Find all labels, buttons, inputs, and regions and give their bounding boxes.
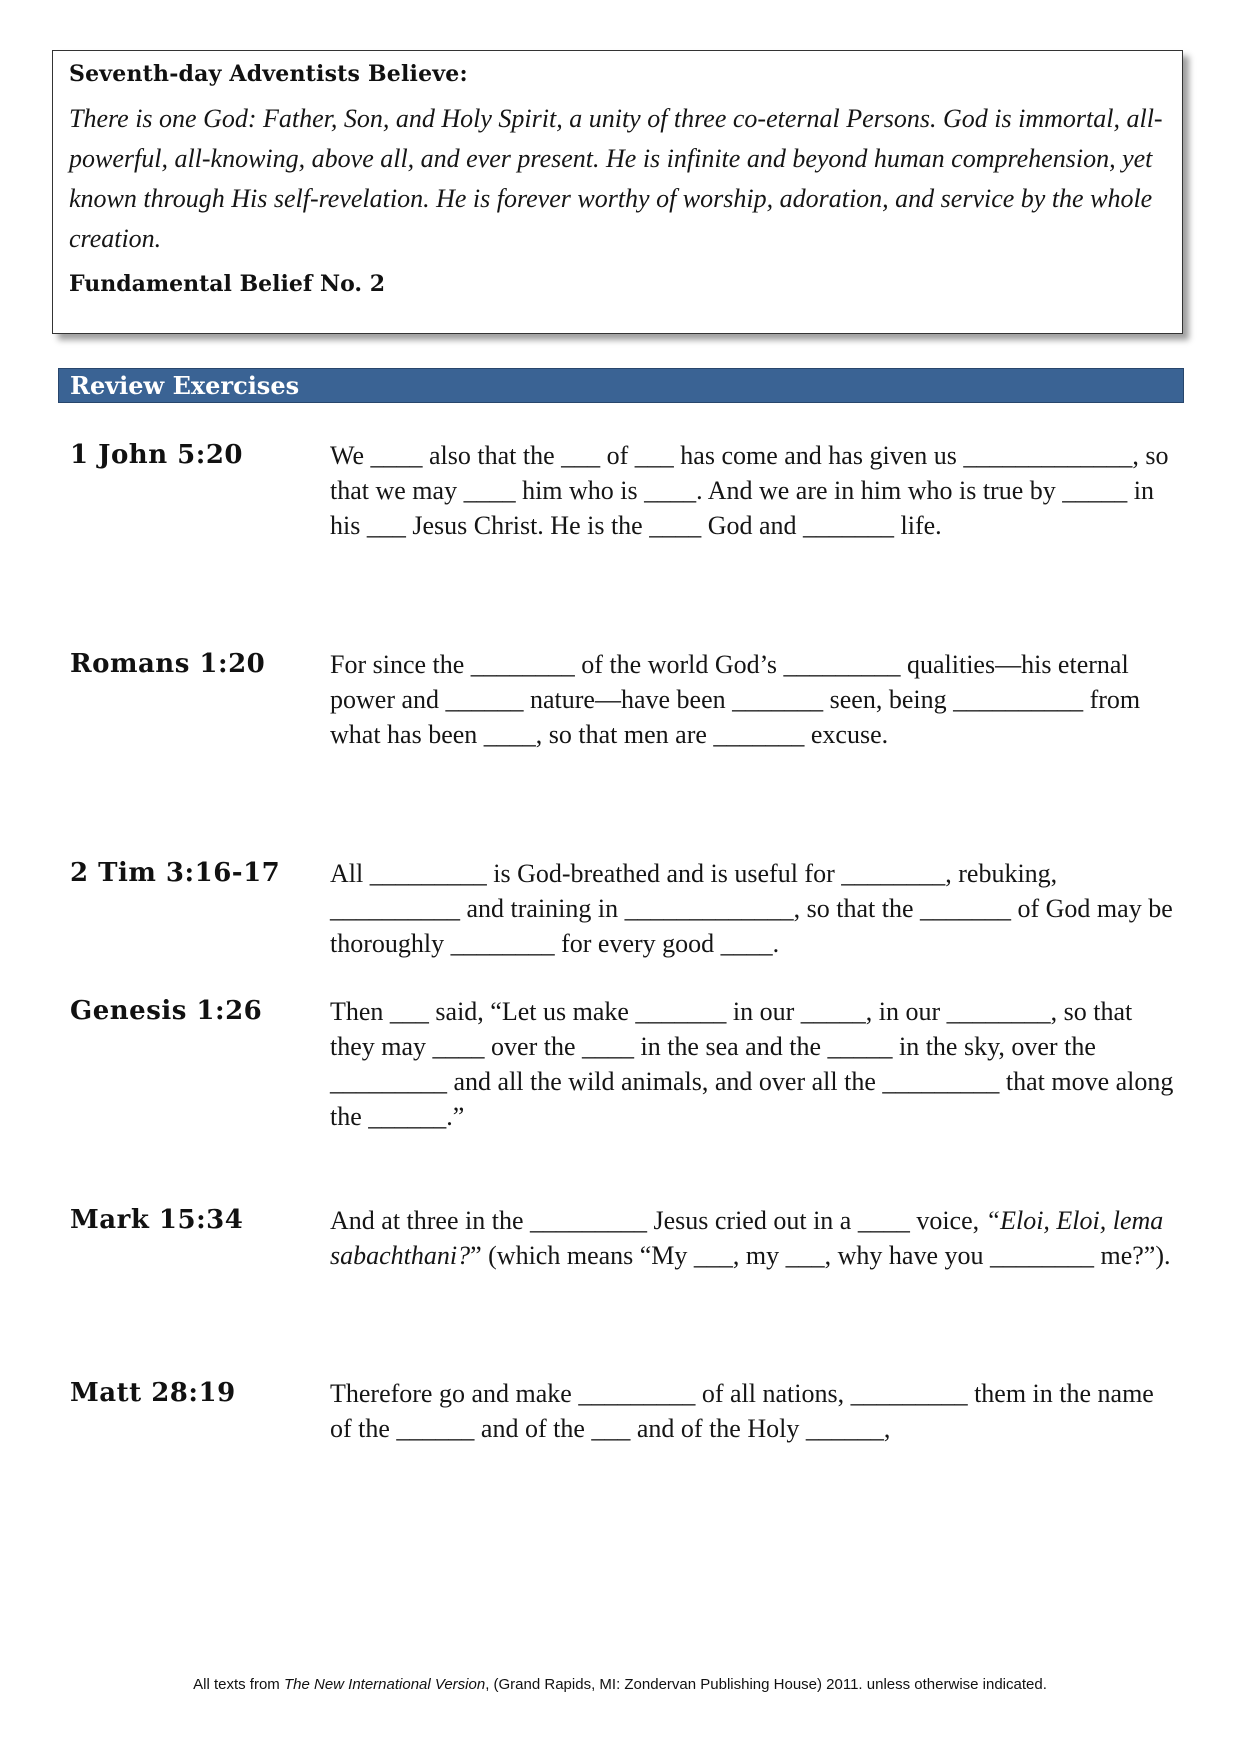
- aramaic-quote: “Eloi, Eloi, lema sabachthani?: [330, 1206, 1164, 1270]
- scripture-reference: Genesis 1:26: [70, 996, 263, 1026]
- footnote-source-title: The New International Version: [283, 1676, 486, 1693]
- scripture-reference: 2 Tim 3:16-17: [70, 858, 281, 888]
- passage-text-before: And at three in the _________ Jesus cried out in a ____ voice,: [330, 1206, 986, 1235]
- passage-text-after: ” (which means “My ___, my ___, why have you ________ me?”).: [470, 1241, 1171, 1270]
- scripture-reference: Matt 28:19: [70, 1378, 236, 1408]
- fill-in-passage: All _________ is God-breathed and is useful for ________, rebuking, __________ and training in _____________, so that the _______ of God may be thoroughly ________ for every good ____.: [330, 859, 1173, 958]
- belief-statement: There is one God: Father, Son, and Holy Spirit, a unity of three co-eternal Persons. God is immortal, all-powerful, all-knowing, above all, and ever present. He is infinite and beyond human comprehension, yet known through His self-revelation. He is forever worthy of worship, adoration, and service by the whole creation.: [69, 104, 1163, 253]
- fill-in-passage: We ____ also that the ___ of ___ has come and has given us _____________, so that we may ____ him who is ____. And we are in him who is true by _____ in his ___ Jesus Christ. He is the ____ God and _______ life.: [330, 441, 1169, 540]
- belief-heading: Seventh-day Adventists Believe:: [69, 61, 468, 87]
- fill-in-passage: Therefore go and make _________ of all nations, _________ them in the name of the ______ and of the ___ and of the Holy ______,: [330, 1379, 1154, 1443]
- source-footnote: [0, 1676, 1240, 1693]
- fill-in-passage: For since the ________ of the world God’s _________ qualities—his eternal power and ______ nature—have been _______ seen, being __________ from what has been ____, so that men are _______ excuse.: [330, 650, 1141, 749]
- footnote-prefix: All texts from: [193, 1676, 284, 1693]
- fill-in-passage: [330, 1203, 1180, 1273]
- footnote-suffix: , (Grand Rapids, MI: Zondervan Publishing House) 2011. unless otherwise indicated.: [485, 1676, 1047, 1693]
- belief-number: Fundamental Belief No. 2: [69, 271, 386, 297]
- scripture-reference: 1 John 5:20: [70, 440, 244, 470]
- scripture-reference: Mark 15:34: [70, 1205, 244, 1235]
- belief-box: [52, 50, 1183, 334]
- scripture-reference: Romans 1:20: [70, 649, 266, 679]
- fill-in-passage: Then ___ said, “Let us make _______ in our _____, in our ________, so that they may ____ over the ____ in the sea and the _____ in the sky, over the _________ and all the wild animals, and over all the _________ that move along the ______.”: [330, 997, 1174, 1131]
- review-exercises-header: Review Exercises: [58, 368, 1184, 403]
